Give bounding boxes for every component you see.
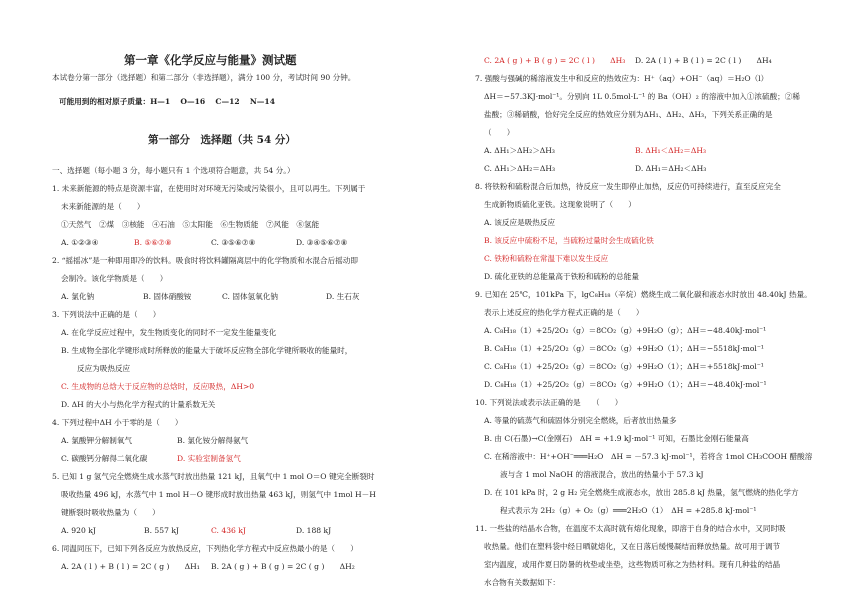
q4-option-d: D. 实验室制备氢气 [177,454,241,463]
q7-line4: （ ） [484,128,515,137]
q9-option-d: D. C₈H₁₈（1）+25/2O₂（g）＝8CO₂（g）+9H₂O（1）；ΔH＝−48.40kJ·mol⁻¹ [484,380,767,389]
q7-option-c: C. ΔH₁＞ΔH₂＝ΔH₃ [484,164,556,173]
q9-line2: 表示上述反应的热化学方程式正确的是（ ） [484,308,644,317]
q5-option-d: D. 188 kJ [296,526,332,535]
q1-option-d: D. ③④⑤⑥⑦⑧ [296,238,348,247]
doc-title: 第一章《化学反应与能量》测试题 [124,53,297,67]
q11-line2: 收热量。他们在塑料袋中经日晒就熔化，又在日落后缓慢凝结而释放热量。故可用于调节 [484,542,781,551]
q3-option-d: D. ΔH 的大小与热化学方程式的计量系数无关 [61,400,216,409]
q5-stem-line2: 吸收热量 496 kJ，水蒸气中 1 mol H－O 键形成时放出热量 463 kJ，则氢气中 1mol H－H [61,490,376,499]
intro-text: 本试卷分第一部分（选择题）和第二部分（非选择题），满分 100 分，考试时间 90 分钟。 [52,73,356,82]
q3-stem: 3. 下列说法中正确的是（ ） [52,310,161,319]
q9-line1: 9. 已知在 25℃，101kPa 下，lgC₈H₁₈（辛烷）燃烧生成二氧化碳和液态水时放出 48.40kJ 热量。 [475,290,812,299]
q1-stem-line2: 未来新能源的是（ ） [61,202,145,211]
q8-line1: 8. 将铁粉和硫粉混合后加热，待反应一发生即停止加热，反应仍可持续进行，直至反应完全 [475,182,781,191]
q11-line4: 水合物有关数据如下： [484,578,560,587]
q3-option-c: C. 生成物的总焓大于反应物的总焓时，反应吸热，ΔH>0 [61,382,255,391]
q1-option-c: C. ③⑤⑥⑦⑧ [211,238,256,247]
q4-option-b: B. 氯化铵分解得氨气 [177,436,249,445]
q6-option-a: A. 2A ( l ) + B ( l ) = 2C ( g ) ΔH₁ [61,562,200,571]
q4-option-c: C. 碳酸钙分解得二氧化碳 [61,454,148,463]
q7-option-d: D. ΔH₁＝ΔH₂＜ΔH₃ [635,164,707,173]
q10-option-d-line1: D. 在 101 kPa 时，2 g H₂ 完全燃烧生成液态水，放出 285.8 kJ 热量，氢气燃烧的热化学方 [484,488,799,497]
q10-stem: 10. 下列说法或表示法正确的是 （ ） [475,398,623,407]
instruction: 一、选择题（每小题 3 分，每小题只有 1 个选项符合题意，共 54 分。） [52,166,295,175]
q10-option-b: B. 由 C(石墨)→C(金刚石) ΔH = +1.9 kJ·mol⁻¹ 可知，石墨比金刚石能量高 [484,434,749,443]
q8-option-b: B. 该反应中硫粉不足，当硫粉过量时会生成硫化铁 [484,236,654,245]
q4-option-a: A. 氯酸钾分解制氧气 [61,436,133,445]
q5-stem-line1: 5. 已知 1 g 氢气完全燃烧生成水蒸气时放出热量 121 kJ，且氧气中 1 mol O＝O 键完全断裂时 [52,472,375,481]
q7-line1: 7. 强酸与强碱的稀溶液发生中和反应的热效应为：H⁺（aq）+OH⁻（aq）＝H₂O（l） [475,74,769,83]
q2-stem-line2: 会制冷。该化学物质是（ ） [61,274,168,283]
q9-option-c: C. C₈H₁₈（1）+25/2O₂（g）＝8CO₂（g）+9H₂O（1）；ΔH＝+5518kJ·mol⁻¹ [484,362,764,371]
q8-option-a: A. 该反应是吸热反应 [484,218,556,227]
q7-option-a: A. ΔH₁＞ΔH₂＞ΔH₃ [484,146,555,155]
atomic-masses: 可能用到的相对原子质量：H—1 O—16 C—12 N—14 [59,97,275,106]
part1-title: 第一部分 选择题（共 54 分） [148,134,296,146]
q6-stem: 6. 同温同压下，已知下列各反应为放热反应，下列热化学方程式中反应热最小的是（ ） [52,544,358,553]
q11-line1: 11. 一些盐的结晶水合物，在温度不太高时就有熔化现象，即溶于自身的结合水中，又同时吸 [475,524,786,533]
q3-option-a: A. 在化学反应过程中，发生物质变化的同时不一定发生能量变化 [61,328,277,337]
q8-line2: 生成新物质硫化亚铁。这现象说明了（ ） [484,200,636,209]
q10-option-d-line2: 程式表示为 2H₂（g）+ O₂（g）═══2H₂O（1） ΔH = +285.8 kJ·mol⁻¹ [500,506,757,515]
q2-stem-line1: 2. “摇摇冰”是一种即用即冷的饮料。吸食时将饮料罐隔离层中的化学物质和水混合后摇动即 [52,256,358,265]
q2-option-a: A. 氯化钠 [61,292,95,301]
q9-option-b: B. C₈H₁₈（1）+25/2O₂（g）＝8CO₂（g）+9H₂O（1）；ΔH＝−5518kJ·mol⁻¹ [484,344,764,353]
q5-option-b: B. 557 kJ [144,526,179,535]
q8-option-d: D. 硫化亚铁的总能量高于铁粉和硫粉的总能量 [484,272,639,281]
q2-option-c: C. 固体氢氧化钠 [222,292,278,301]
q1-option-b: B. ⑤⑥⑦⑧ [134,238,172,247]
q7-option-b: B. ΔH₁＜ΔH₂＝ΔH₃ [635,146,707,155]
q3-option-b-line2: 反应为吸热反应 [77,364,131,373]
q5-option-a: A. 920 kJ [61,526,96,535]
q6-option-c: C. 2A ( g ) + B ( g ) = 2C ( l ) ΔH₃ [484,56,626,65]
q4-stem: 4. 下列过程中ΔH 小于零的是（ ） [52,418,183,427]
q11-line3: 室内温度，或用作夏日防暑的枕垫或坐垫，这些物质可称之为热材料。现有几种盐的结晶 [484,560,781,569]
q7-line2: ΔH＝−57.3KJ·mol⁻¹。分别向 1L 0.5mol·L⁻¹ 的 Ba（OH）₂ 的溶液中加入①浓硫酸；②稀 [484,92,800,101]
q9-option-a: A. C₈H₁₈（1）+25/2O₂（g）＝8CO₂（g）+9H₂O（g）；ΔH＝−48.40kJ·mol⁻¹ [484,326,767,335]
q1-stem-line1: 1. 未来新能源的特点是资源丰富，在使用时对环境无污染或污染很小，且可以再生。下列属于 [52,184,366,193]
q7-line3: 盐酸；③稀硝酸，恰好完全反应的热效应分别为ΔH₁、ΔH₂、ΔH₃，下列关系正确的是 [484,110,773,119]
q3-option-b-line1: B. 生成物全部化学键形成时所释放的能量大于破坏反应物全部化学键所吸收的能量时， [61,346,353,355]
q10-option-a: A. 等量的硫蒸气和硫固体分别完全燃烧，后者放出热量多 [484,416,677,425]
q1-option-a: A. ①②③④ [61,238,99,247]
q10-option-c-line2: 液与含 1 mol NaOH 的溶液混合，放出的热量小于 57.3 kJ [500,470,704,479]
q1-items: ①天然气 ②煤 ③核能 ④石油 ⑤太阳能 ⑥生物质能 ⑦风能 ⑧氢能 [61,220,320,229]
q2-option-d: D. 生石灰 [326,292,360,301]
q5-option-c: C. 436 kJ [211,526,246,535]
q2-option-b: B. 固体硝酸铵 [143,292,192,301]
q5-stem-line3: 键断裂时吸收热量为（ ） [61,508,160,517]
q10-option-c-line1: C. 在稀溶液中：H⁺+OH⁻═══H₂O ΔH = －57.3 kJ·mol⁻¹，若将含 1mol CH₃COOH 醋酸溶 [484,452,813,461]
q6-option-b: B. 2A ( g ) + B ( g ) = 2C ( g ) ΔH₂ [211,562,355,571]
q6-option-d: D. 2A ( l ) + B ( l ) = 2C ( l ) ΔH₄ [635,56,772,65]
q8-option-c: C. 铁粉和硫粉在常温下难以发生反应 [484,254,609,263]
